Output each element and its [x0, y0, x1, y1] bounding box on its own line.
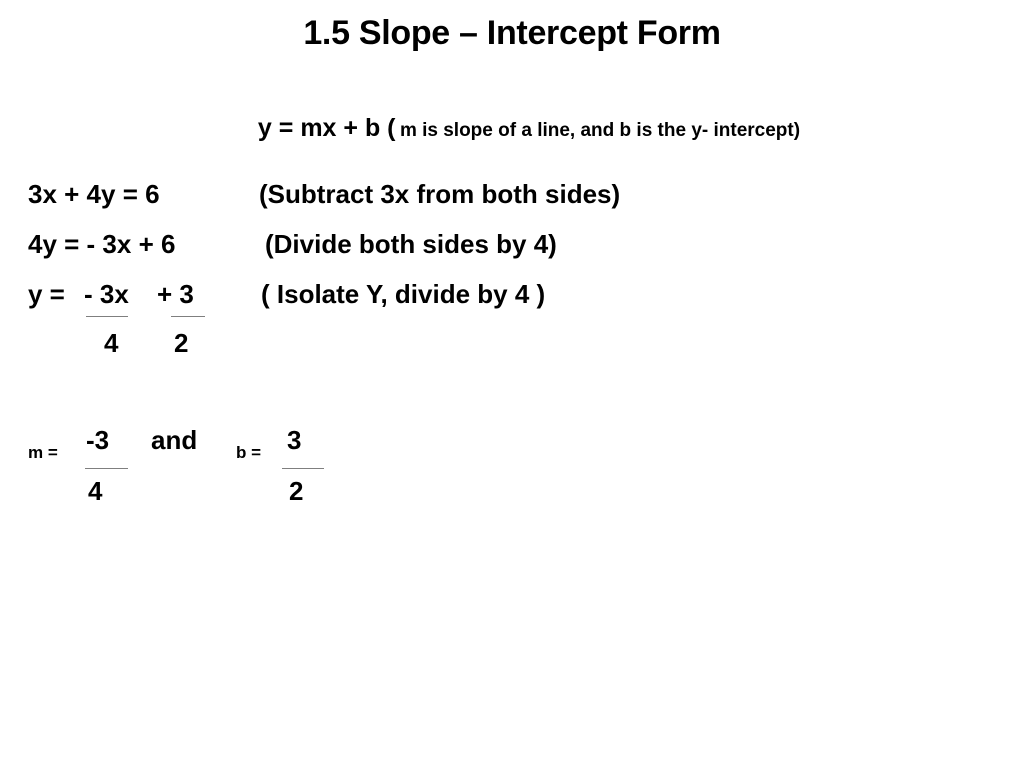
formula-line — [0, 114, 1024, 143]
step-1-comment: (Subtract 3x from both sides) — [259, 179, 621, 209]
slope-denominator: 4 — [88, 476, 103, 506]
step-3-term2-fraction-bar — [171, 316, 205, 317]
step-3-comment: ( Isolate Y, divide by 4 ) — [261, 279, 546, 309]
slope-numerator: -3 — [86, 425, 110, 455]
slope-intercept-formula: y = mx + b ( — [257, 114, 396, 142]
step-3-term1-numerator: - 3x — [84, 279, 129, 309]
step-2-comment: (Divide both sides by 4) — [265, 229, 557, 259]
and-label: and — [151, 425, 198, 455]
step-1-equation: 3x + 4y = 6 — [28, 179, 160, 209]
step-2-equation: 4y = - 3x + 6 — [28, 229, 176, 259]
intercept-numerator: 3 — [287, 425, 302, 455]
slope-label: m = — [28, 443, 58, 462]
step-3-term1-fraction-bar — [86, 316, 128, 317]
slope-fraction-bar — [85, 468, 128, 469]
step-3-term1-denominator: 4 — [104, 328, 119, 358]
step-3-term2-numerator: + 3 — [157, 279, 194, 309]
page-title: 1.5 Slope – Intercept Form — [303, 14, 721, 52]
formula-explanation: m is slope of a line, and b is the y- intercept) — [399, 120, 801, 141]
step-3-prefix: y = — [28, 279, 65, 309]
intercept-fraction-bar — [282, 468, 324, 469]
intercept-denominator: 2 — [289, 476, 304, 506]
step-3-term2-denominator: 2 — [174, 328, 189, 358]
intercept-label: b = — [236, 443, 262, 462]
